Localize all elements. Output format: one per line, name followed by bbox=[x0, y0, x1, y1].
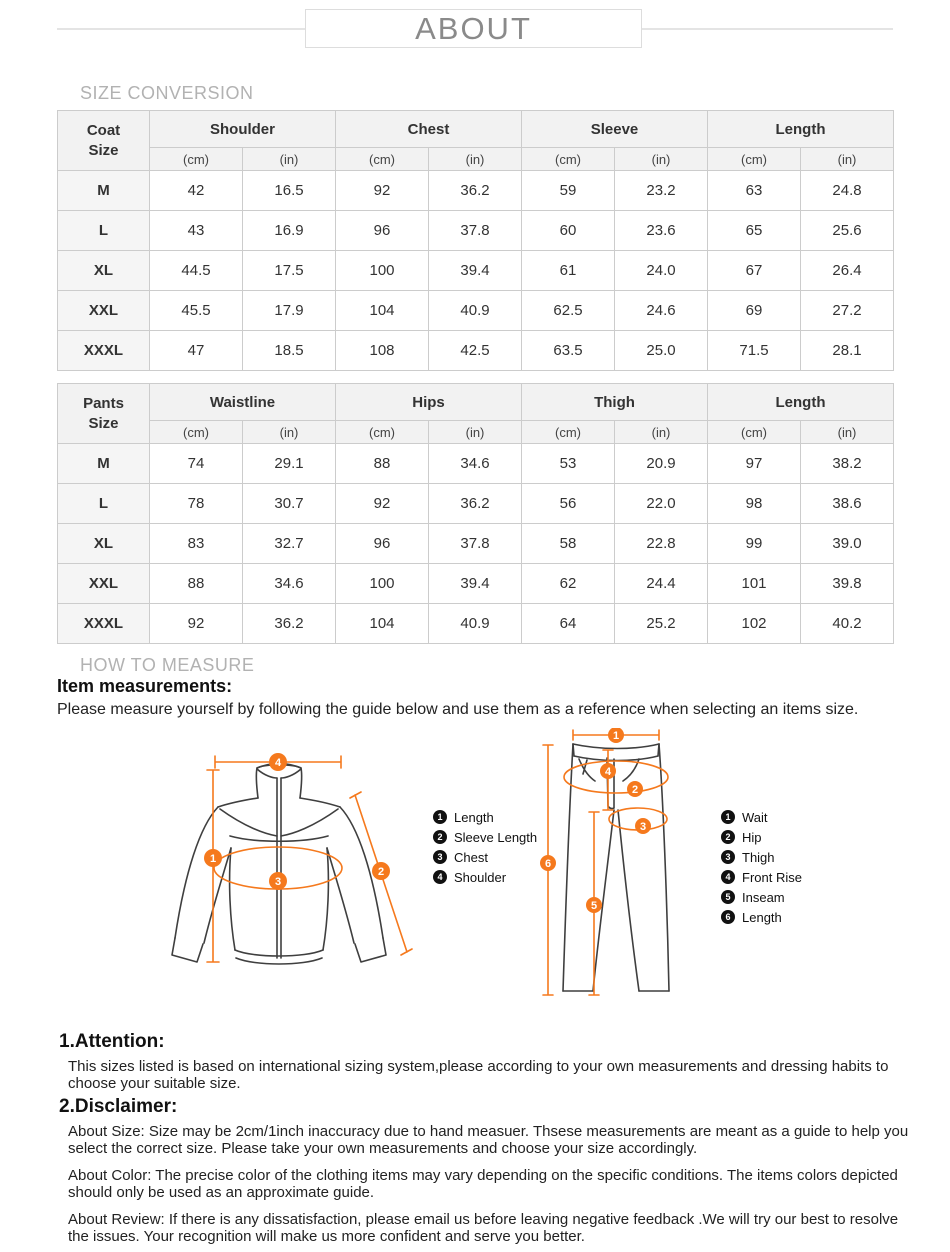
table-cell: 34.6 bbox=[429, 444, 522, 484]
unit-cell: (in) bbox=[429, 421, 522, 444]
table-cell: 61 bbox=[522, 251, 615, 291]
table-row bbox=[58, 331, 894, 371]
size-label: M bbox=[58, 171, 150, 211]
legend-label: Length bbox=[454, 809, 494, 825]
table-cell: 104 bbox=[336, 291, 429, 331]
table-cell: 88 bbox=[336, 444, 429, 484]
table-cell: 17.5 bbox=[243, 251, 336, 291]
table-cell: 108 bbox=[336, 331, 429, 371]
table-cell: 65 bbox=[708, 211, 801, 251]
legend-item bbox=[433, 810, 537, 824]
table-cell: 39.8 bbox=[801, 564, 894, 604]
table-cell: 39.4 bbox=[429, 564, 522, 604]
table-cell: 42.5 bbox=[429, 331, 522, 371]
table-cell: 71.5 bbox=[708, 331, 801, 371]
pants-marker-4 bbox=[600, 763, 616, 779]
legend-label: Front Rise bbox=[742, 869, 802, 885]
table-cell: 47 bbox=[150, 331, 243, 371]
legend-item bbox=[433, 870, 537, 884]
legend-number-badge: 5 bbox=[721, 890, 735, 904]
table-cell: 56 bbox=[522, 484, 615, 524]
pants-col-waistline: Waistline bbox=[150, 384, 336, 421]
size-label: XXXL bbox=[58, 331, 150, 371]
unit-cell: (in) bbox=[615, 148, 708, 171]
table-cell: 39.4 bbox=[429, 251, 522, 291]
jacket-marker-2 bbox=[372, 862, 390, 880]
unit-cell: (cm) bbox=[150, 148, 243, 171]
legend-number-badge: 4 bbox=[433, 870, 447, 884]
pants-table-corner: Pants Size bbox=[58, 384, 150, 444]
legend-item bbox=[433, 850, 537, 864]
svg-text:6: 6 bbox=[544, 858, 552, 870]
svg-text:5: 5 bbox=[590, 900, 598, 912]
table-cell: 59 bbox=[522, 171, 615, 211]
pants-col-thigh: Thigh bbox=[522, 384, 708, 421]
banner-rule-left bbox=[57, 28, 305, 30]
table-cell: 58 bbox=[522, 524, 615, 564]
coat-col-length: Length bbox=[708, 111, 894, 148]
table-cell: 92 bbox=[336, 171, 429, 211]
table-cell: 64 bbox=[522, 604, 615, 644]
legend-item bbox=[433, 830, 537, 844]
legend-label: Length bbox=[742, 909, 782, 925]
table-cell: 25.0 bbox=[615, 331, 708, 371]
table-cell: 78 bbox=[150, 484, 243, 524]
table-row bbox=[58, 291, 894, 331]
svg-text:1: 1 bbox=[612, 730, 620, 742]
table-cell: 22.8 bbox=[615, 524, 708, 564]
table-cell: 36.2 bbox=[243, 604, 336, 644]
unit-cell: (in) bbox=[615, 421, 708, 444]
svg-text:3: 3 bbox=[639, 821, 647, 833]
coat-col-sleeve: Sleeve bbox=[522, 111, 708, 148]
pants-size-table bbox=[57, 383, 894, 644]
unit-cell: (cm) bbox=[336, 148, 429, 171]
table-cell: 104 bbox=[336, 604, 429, 644]
legend-label: Thigh bbox=[742, 849, 775, 865]
legend-number-badge: 6 bbox=[721, 910, 735, 924]
table-cell: 16.9 bbox=[243, 211, 336, 251]
coat-col-chest: Chest bbox=[336, 111, 522, 148]
jacket-marker-3 bbox=[269, 872, 287, 890]
jacket-marker-4 bbox=[269, 753, 287, 771]
table-cell: 24.6 bbox=[615, 291, 708, 331]
unit-cell: (in) bbox=[243, 148, 336, 171]
measure-intro-text: Please measure yourself by following the guide below and use them as a reference when selecting an items size. bbox=[57, 701, 859, 718]
pants-col-length: Length bbox=[708, 384, 894, 421]
table-cell: 24.4 bbox=[615, 564, 708, 604]
unit-cell: (cm) bbox=[708, 421, 801, 444]
svg-text:2: 2 bbox=[377, 866, 385, 878]
table-cell: 30.7 bbox=[243, 484, 336, 524]
table-row bbox=[58, 211, 894, 251]
legend-label: Hip bbox=[742, 829, 762, 845]
table-cell: 24.8 bbox=[801, 171, 894, 211]
table-cell: 96 bbox=[336, 524, 429, 564]
unit-cell: (cm) bbox=[336, 421, 429, 444]
table-cell: 62 bbox=[522, 564, 615, 604]
legend-label: Wait bbox=[742, 809, 768, 825]
section-heading-how-to-measure: HOW TO MEASURE bbox=[80, 655, 255, 675]
pants-marker-6 bbox=[540, 855, 556, 871]
table-cell: 67 bbox=[708, 251, 801, 291]
table-cell: 45.5 bbox=[150, 291, 243, 331]
table-cell: 20.9 bbox=[615, 444, 708, 484]
svg-text:4: 4 bbox=[604, 766, 612, 778]
disclaimer-about-color: About Color: The precise color of the clothing items may vary depending on the specific conditions. The items colors depicted should only be used as an approximate guide. bbox=[68, 1167, 898, 1201]
table-cell: 92 bbox=[150, 604, 243, 644]
size-label: L bbox=[58, 484, 150, 524]
table-cell: 32.7 bbox=[243, 524, 336, 564]
coat-size-table bbox=[57, 110, 894, 371]
attention-heading: 1.Attention: bbox=[59, 1031, 165, 1052]
legend-label: Chest bbox=[454, 849, 488, 865]
unit-cell: (cm) bbox=[150, 421, 243, 444]
unit-cell: (in) bbox=[429, 148, 522, 171]
table-cell: 37.8 bbox=[429, 211, 522, 251]
table-cell: 63.5 bbox=[522, 331, 615, 371]
pants-drawing bbox=[563, 744, 669, 991]
size-label: M bbox=[58, 444, 150, 484]
legend-item bbox=[721, 830, 802, 844]
table-cell: 101 bbox=[708, 564, 801, 604]
legend-number-badge: 3 bbox=[721, 850, 735, 864]
legend-item bbox=[721, 810, 802, 824]
item-measurements-title: Item measurements: bbox=[57, 676, 233, 696]
table-cell: 34.6 bbox=[243, 564, 336, 604]
table-cell: 36.2 bbox=[429, 171, 522, 211]
size-label: XL bbox=[58, 524, 150, 564]
jacket-marker-1 bbox=[204, 849, 222, 867]
jacket-drawing bbox=[172, 764, 386, 965]
attention-body: This sizes listed is based on international sizing system,please according to your own measurements and dressing habits to choose your suitable size. bbox=[68, 1058, 889, 1092]
svg-text:4: 4 bbox=[274, 757, 282, 769]
table-cell: 40.9 bbox=[429, 604, 522, 644]
table-cell: 40.9 bbox=[429, 291, 522, 331]
table-cell: 92 bbox=[336, 484, 429, 524]
table-cell: 23.2 bbox=[615, 171, 708, 211]
pants-marker-3 bbox=[635, 818, 651, 834]
table-cell: 88 bbox=[150, 564, 243, 604]
legend-item bbox=[721, 910, 802, 924]
table-cell: 42 bbox=[150, 171, 243, 211]
size-label: XXXL bbox=[58, 604, 150, 644]
coat-col-shoulder: Shoulder bbox=[150, 111, 336, 148]
size-label: XXL bbox=[58, 291, 150, 331]
page-title: ABOUT bbox=[305, 9, 642, 48]
table-row bbox=[58, 251, 894, 291]
table-cell: 98 bbox=[708, 484, 801, 524]
size-label: XL bbox=[58, 251, 150, 291]
table-cell: 43 bbox=[150, 211, 243, 251]
legend-number-badge: 2 bbox=[433, 830, 447, 844]
unit-cell: (cm) bbox=[708, 148, 801, 171]
svg-text:1: 1 bbox=[209, 853, 217, 865]
unit-cell: (in) bbox=[801, 421, 894, 444]
unit-cell: (in) bbox=[243, 421, 336, 444]
legend-label: Sleeve Length bbox=[454, 829, 538, 845]
table-cell: 100 bbox=[336, 251, 429, 291]
table-row bbox=[58, 564, 894, 604]
pants-legend bbox=[721, 810, 802, 924]
table-cell: 39.0 bbox=[801, 524, 894, 564]
table-cell: 17.9 bbox=[243, 291, 336, 331]
legend-item bbox=[721, 870, 802, 884]
table-cell: 38.6 bbox=[801, 484, 894, 524]
table-row bbox=[58, 444, 894, 484]
legend-label: Inseam bbox=[742, 889, 785, 905]
pants-marker-5 bbox=[586, 897, 602, 913]
table-cell: 25.6 bbox=[801, 211, 894, 251]
table-cell: 22.0 bbox=[615, 484, 708, 524]
table-cell: 63 bbox=[708, 171, 801, 211]
jacket-diagram bbox=[85, 740, 415, 1020]
table-cell: 97 bbox=[708, 444, 801, 484]
unit-cell: (in) bbox=[801, 148, 894, 171]
table-cell: 16.5 bbox=[243, 171, 336, 211]
table-cell: 99 bbox=[708, 524, 801, 564]
legend-number-badge: 1 bbox=[721, 810, 735, 824]
legend-number-badge: 2 bbox=[721, 830, 735, 844]
table-cell: 18.5 bbox=[243, 331, 336, 371]
table-cell: 23.6 bbox=[615, 211, 708, 251]
disclaimer-about-size: About Size: Size may be 2cm/1inch inaccuracy due to hand measuer. Thsese measurements are meant as a guide to help you select the correct size. Please take your own measurements and choose your size accordingly. bbox=[68, 1123, 909, 1157]
svg-text:3: 3 bbox=[274, 876, 282, 888]
legend-item bbox=[721, 850, 802, 864]
pants-diagram bbox=[535, 728, 685, 1020]
table-row bbox=[58, 604, 894, 644]
legend-number-badge: 4 bbox=[721, 870, 735, 884]
table-cell: 28.1 bbox=[801, 331, 894, 371]
unit-cell: (cm) bbox=[522, 148, 615, 171]
table-row bbox=[58, 171, 894, 211]
size-label: XXL bbox=[58, 564, 150, 604]
jacket-measure-lines bbox=[204, 753, 412, 962]
legend-label: Shoulder bbox=[454, 869, 507, 885]
table-cell: 74 bbox=[150, 444, 243, 484]
table-cell: 29.1 bbox=[243, 444, 336, 484]
disclaimer-about-review: About Review: If there is any dissatisfaction, please email us before leaving negative feedback .We will try our best to resolve the issues. Your recognition will make us more confident and serve you better. bbox=[68, 1211, 899, 1245]
table-cell: 26.4 bbox=[801, 251, 894, 291]
table-cell: 69 bbox=[708, 291, 801, 331]
table-row bbox=[58, 524, 894, 564]
table-row bbox=[58, 484, 894, 524]
unit-cell: (cm) bbox=[522, 421, 615, 444]
size-label: L bbox=[58, 211, 150, 251]
table-cell: 44.5 bbox=[150, 251, 243, 291]
pants-col-hips: Hips bbox=[336, 384, 522, 421]
table-cell: 100 bbox=[336, 564, 429, 604]
banner-rule-right bbox=[642, 28, 893, 30]
pants-measure-lines bbox=[540, 728, 668, 995]
svg-text:2: 2 bbox=[631, 784, 639, 796]
table-cell: 27.2 bbox=[801, 291, 894, 331]
table-cell: 102 bbox=[708, 604, 801, 644]
jacket-legend bbox=[433, 810, 537, 884]
table-cell: 96 bbox=[336, 211, 429, 251]
table-cell: 60 bbox=[522, 211, 615, 251]
section-heading-size-conversion: SIZE CONVERSION bbox=[80, 83, 254, 103]
table-cell: 36.2 bbox=[429, 484, 522, 524]
table-cell: 38.2 bbox=[801, 444, 894, 484]
table-cell: 40.2 bbox=[801, 604, 894, 644]
legend-item bbox=[721, 890, 802, 904]
table-cell: 83 bbox=[150, 524, 243, 564]
table-cell: 53 bbox=[522, 444, 615, 484]
coat-table-corner: Coat Size bbox=[58, 111, 150, 171]
table-cell: 37.8 bbox=[429, 524, 522, 564]
pants-marker-1 bbox=[608, 728, 624, 743]
table-cell: 62.5 bbox=[522, 291, 615, 331]
legend-number-badge: 1 bbox=[433, 810, 447, 824]
disclaimer-heading: 2.Disclaimer: bbox=[59, 1096, 178, 1117]
table-cell: 24.0 bbox=[615, 251, 708, 291]
legend-number-badge: 3 bbox=[433, 850, 447, 864]
pants-marker-2 bbox=[627, 781, 643, 797]
table-cell: 25.2 bbox=[615, 604, 708, 644]
